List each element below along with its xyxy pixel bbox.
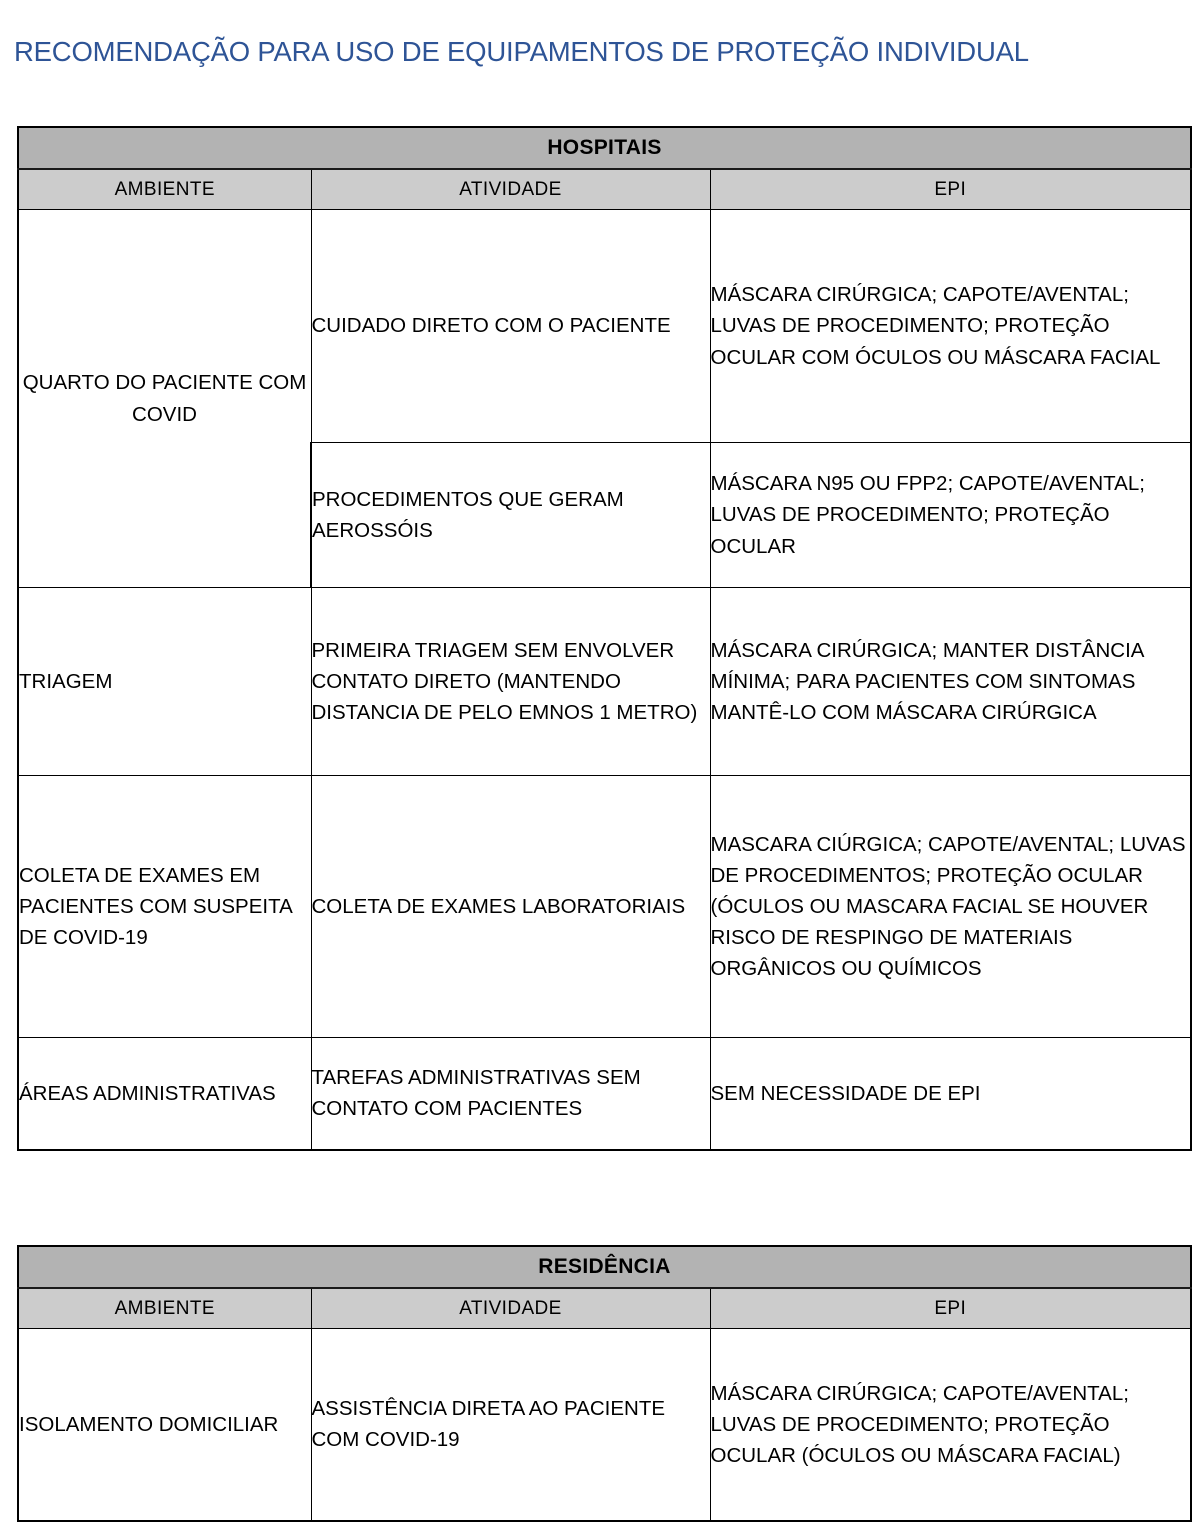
table-row <box>18 210 1191 443</box>
cell-ambiente: ÁREAS ADMINISTRATIVAS <box>18 1038 311 1150</box>
table-banner-row <box>18 1246 1191 1288</box>
cell-epi: MASCARA CIÚRGICA; CAPOTE/AVENTAL; LUVAS DE PROCEDIMENTOS; PROTEÇÃO OCULAR (ÓCULOS OU MASCARA FACIAL SE HOUVER RISCO DE RESPINGO DE MATERIAIS ORGÂNICOS OU QUÍMICOS <box>710 776 1191 1038</box>
column-header-epi: EPI <box>710 1288 1191 1329</box>
page-title: RECOMENDAÇÃO PARA USO DE EQUIPAMENTOS DE PROTEÇÃO INDIVIDUAL <box>14 36 1029 68</box>
cell-atividade: COLETA DE EXAMES LABORATORIAIS <box>311 776 710 1038</box>
table-row <box>18 588 1191 776</box>
cell-atividade: PRIMEIRA TRIAGEM SEM ENVOLVER CONTATO DIRETO (MANTENDO DISTANCIA DE PELO EMNOS 1 METRO) <box>311 588 710 776</box>
cell-ambiente: TRIAGEM <box>18 588 311 776</box>
table-banner-residencia: RESIDÊNCIA <box>18 1246 1191 1288</box>
column-header-atividade: ATIVIDADE <box>311 1288 710 1329</box>
cell-atividade: TAREFAS ADMINISTRATIVAS SEM CONTATO COM PACIENTES <box>311 1038 710 1150</box>
cell-ambiente: QUARTO DO PACIENTE COM COVID <box>18 210 311 588</box>
column-header-ambiente: AMBIENTE <box>18 1288 311 1329</box>
table-residencia <box>17 1245 1192 1522</box>
cell-epi: MÁSCARA CIRÚRGICA; CAPOTE/AVENTAL; LUVAS DE PROCEDIMENTO; PROTEÇÃO OCULAR COM ÓCULOS OU MÁSCARA FACIAL <box>710 210 1191 443</box>
cell-epi: MÁSCARA CIRÚRGICA; CAPOTE/AVENTAL; LUVAS DE PROCEDIMENTO; PROTEÇÃO OCULAR (ÓCULOS OU MÁSCARA FACIAL) <box>710 1329 1191 1521</box>
cell-ambiente: ISOLAMENTO DOMICILIAR <box>18 1329 311 1521</box>
cell-atividade: PROCEDIMENTOS QUE GERAM AEROSSÓIS <box>311 443 710 588</box>
column-header-epi: EPI <box>710 169 1191 210</box>
table-hospitais <box>17 126 1192 1151</box>
cell-epi: MÁSCARA CIRÚRGICA; MANTER DISTÂNCIA MÍNIMA; PARA PACIENTES COM SINTOMAS MANTÊ-LO COM MÁSCARA CIRÚRGICA <box>710 588 1191 776</box>
table-header-row <box>18 1288 1191 1329</box>
table-row <box>18 1329 1191 1521</box>
cell-atividade: CUIDADO DIRETO COM O PACIENTE <box>311 210 710 443</box>
column-header-ambiente: AMBIENTE <box>18 169 311 210</box>
column-header-atividade: ATIVIDADE <box>311 169 710 210</box>
table-banner-hospitais: HOSPITAIS <box>18 127 1191 169</box>
table-row <box>18 1038 1191 1150</box>
cell-atividade: ASSISTÊNCIA DIRETA AO PACIENTE COM COVID-19 <box>311 1329 710 1521</box>
table-header-row <box>18 169 1191 210</box>
cell-ambiente: COLETA DE EXAMES EM PACIENTES COM SUSPEITA DE COVID-19 <box>18 776 311 1038</box>
cell-epi: SEM NECESSIDADE DE EPI <box>710 1038 1191 1150</box>
cell-epi: MÁSCARA N95 OU FPP2; CAPOTE/AVENTAL; LUVAS DE PROCEDIMENTO; PROTEÇÃO OCULAR <box>710 443 1191 588</box>
table-row <box>18 776 1191 1038</box>
table-banner-row <box>18 127 1191 169</box>
